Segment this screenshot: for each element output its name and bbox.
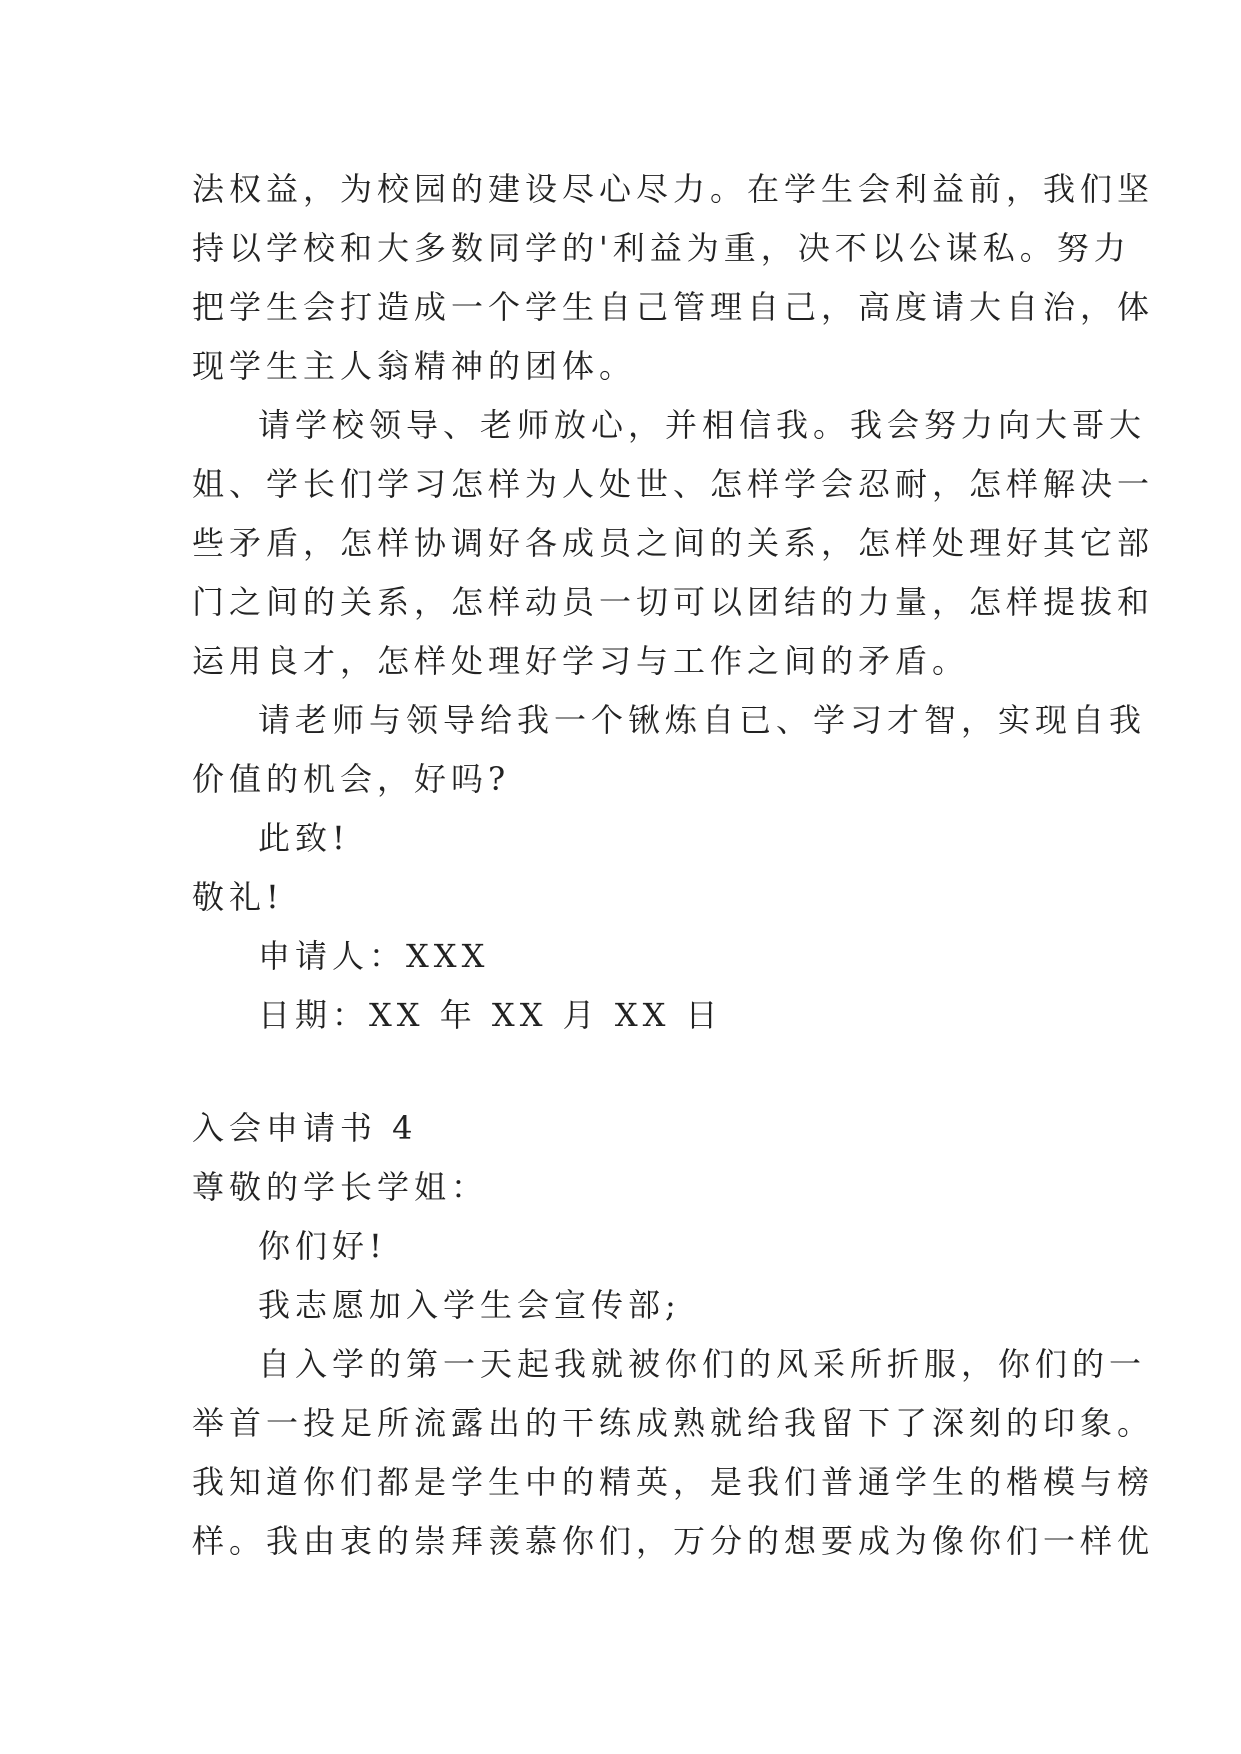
text-line: 请学校领导、老师放心，并相信我。我会努力向大哥大 bbox=[258, 406, 1147, 444]
closing-respect: 敬礼! bbox=[192, 878, 284, 916]
text-line: 持以学校和大多数同学的'利益为重，决不以公谋私。努力 bbox=[192, 229, 1131, 267]
greeting-line: 你们好! bbox=[258, 1227, 387, 1265]
section-gap bbox=[192, 1045, 1062, 1099]
text-line: 法权益，为校园的建设尽心尽力。在学生会利益前，我们坚 bbox=[192, 170, 1155, 208]
text-line: 现学生主人翁精神的团体。 bbox=[192, 347, 637, 385]
text-line: 些矛盾，怎样协调好各成员之间的关系，怎样处理好其它部 bbox=[192, 524, 1155, 562]
section-title: 入会申请书 4 bbox=[192, 1109, 418, 1147]
text-line: 运用良才，怎样处理好学习与工作之间的矛盾。 bbox=[192, 642, 970, 680]
text-line: 我知道你们都是学生中的精英，是我们普通学生的楷模与榜 bbox=[192, 1463, 1155, 1501]
document-body bbox=[192, 160, 1155, 1571]
greeting-recipient: 尊敬的学长学姐： bbox=[192, 1168, 489, 1206]
date-line: 日期：XX 年 XX 月 XX 日 bbox=[258, 996, 723, 1034]
text-line: 自入学的第一天起我就被你们的风采所折服，你们的一 bbox=[258, 1345, 1147, 1383]
text-line: 我志愿加入学生会宣传部; bbox=[258, 1286, 681, 1324]
text-line: 姐、学长们学习怎样为人处世、怎样学会忍耐，怎样解决一 bbox=[192, 465, 1155, 503]
text-line: 举首一投足所流露出的干练成熟就给我留下了深刻的印象。 bbox=[192, 1404, 1155, 1442]
applicant-signature: 申请人：XXX bbox=[258, 937, 490, 975]
text-line: 请老师与领导给我一个锹炼自已、学习才智，实现自我 bbox=[258, 701, 1147, 739]
closing-salutation: 此致! bbox=[258, 819, 350, 857]
text-line: 样。我由衷的崇拜羡慕你们，万分的想要成为像你们一样优 bbox=[192, 1522, 1155, 1560]
text-line: 把学生会打造成一个学生自己管理自己，高度请大自治，体 bbox=[192, 288, 1155, 326]
text-line: 价值的机会，好吗? bbox=[192, 760, 511, 798]
text-line: 门之间的关系，怎样动员一切可以团结的力量，怎样提拔和 bbox=[192, 583, 1155, 621]
